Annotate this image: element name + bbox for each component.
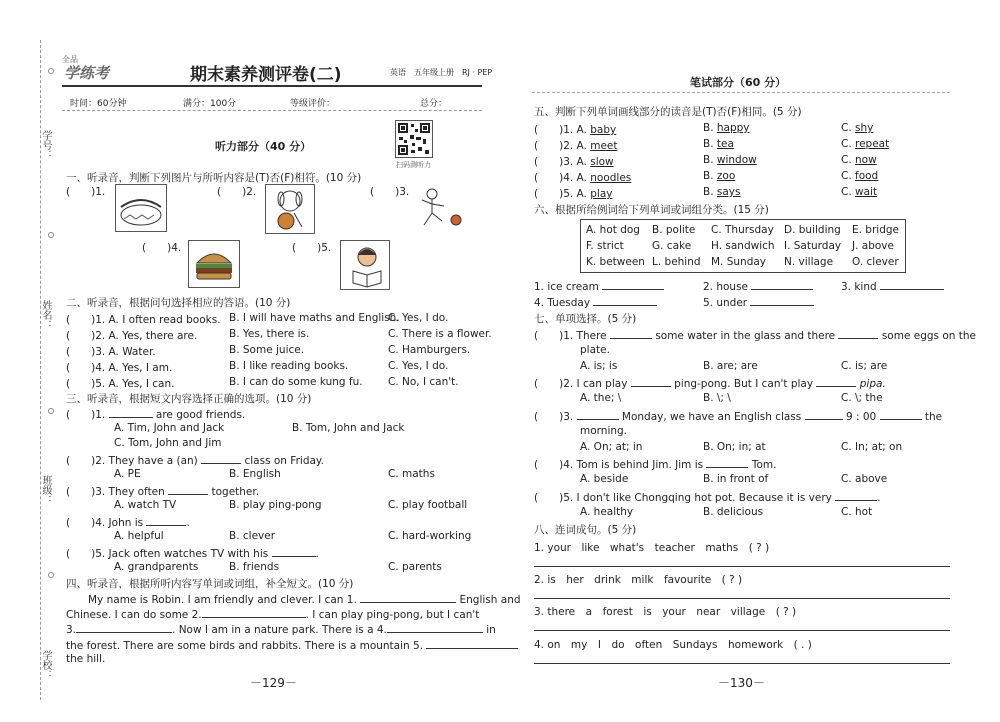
s7-q5-b: B. delicious [703,506,764,518]
s2-title: 二、听录音，根据问句选择相应的答语。(10 分) [66,297,291,309]
s5-q1: ( )1. A. baby [534,124,617,136]
s1-item-5: ( )5. [292,242,332,254]
answer-line-2[interactable] [534,598,950,599]
margin-class: 班级： [40,475,51,505]
s2-q3-c: C. Hamburgers. [388,344,471,356]
s7-q4-a: A. beside [580,473,629,485]
s5-q1-b: B. happy [703,122,750,134]
s5-q4-c: C. food [841,170,879,182]
word-e: E. bridge [852,224,899,236]
s5-q1-c: C. shy [841,122,874,134]
s4-line-1: My name is Robin. I am friendly and clever. I can 1. English and [88,594,521,606]
s7-q1-stem: ( )1. There some water in the glass and there some eggs on the [534,330,976,342]
word-a: A. hot dog [586,224,640,236]
s4-title: 四、听录音，根据所听内容写单词或词组，补全短文。(10 分) [66,578,354,590]
s3-q1-b: B. Tom, John and Jack [292,422,405,434]
word-f: F. strict [586,240,624,252]
answer-line-1[interactable] [534,566,950,567]
s7-q1-b: B. are; are [703,360,758,372]
s3-title: 三、听录音，根据短文内容选择正确的选项。(10 分) [66,393,312,405]
s2-q2-c: C. There is a flower. [388,328,492,340]
word-i: I. Saturday [784,240,842,252]
subject-label: 英语 五年级上册 RJ · PEP [390,68,493,77]
s7-q4-b: B. in front of [703,473,769,485]
s3-q5-b: B. friends [229,561,280,573]
s1-item-2: ( )2. [217,186,257,198]
s6-item-5: 5. under [703,295,814,309]
word-o: O. clever [852,256,899,268]
s1-item-4: ( )4. [142,242,182,254]
s3-q4-c: C. hard-working [388,530,472,542]
header-rule [62,85,482,87]
s5-q2-b: B. tea [703,138,734,150]
s7-q1-a: A. is; is [580,360,618,372]
s6-item-4: 4. Tuesday [534,295,657,309]
binding-hole [48,572,54,578]
s8-item-4: 4. on my I do often Sundays homework ( . ) [534,639,812,651]
s7-q5-c: C. hot [841,506,873,518]
s8-title: 八、连词成句。(5 分) [534,524,637,536]
s2-q4-a: ( )4. A. Yes, I am. [66,362,173,374]
s1-title: 一、听录音，判断下列图片与所听内容是(T)否(F)相符。(10 分) [66,172,362,184]
pond-bridge-picture [115,184,167,232]
page-number-left: －129－ [250,676,297,690]
s5-q5: ( )5. A. play [534,188,613,200]
s2-q2-b: B. Yes, there is. [229,328,310,340]
s3-q4-stem: ( )4. John is . [66,517,190,529]
s7-q3-b: B. On; in; at [703,441,766,453]
s7-q1-cont: plate. [580,344,610,356]
info-rule [62,110,482,111]
s2-q4-b: B. I like reading books. [229,360,349,372]
s5-title: 五、判断下列单词画线部分的读音是(T)否(F)相同。(5 分) [534,106,802,118]
s1-item-3: ( )3. [370,186,410,198]
s5-q5-c: C. wait [841,186,878,198]
binding-hole [48,232,54,238]
s2-q1-c: C. Yes, I do. [388,312,449,324]
s7-q2-b: B. \; \ [703,392,731,404]
s2-q5-a: ( )5. A. Yes, I can. [66,378,175,390]
s3-q2-stem: ( )2. They have a (an) class on Friday. [66,455,324,467]
word-g: G. cake [652,240,692,252]
s6-item-1: 1. ice cream [534,279,664,293]
s7-q2-stem: ( )2. I can play ping-pong. But I can't play pipa. [534,378,886,390]
time-info: 时间：60分钟 [70,99,127,109]
s5-q3-b: B. window [703,154,757,166]
s6-item-3: 3. kind [841,279,944,293]
s3-q3-stem: ( )3. They often together. [66,486,260,498]
girl-reading-picture [340,240,390,290]
written-title: 笔试部分（60 分） [690,76,787,89]
s3-q5-a: A. grandparents [114,561,199,573]
s5-q3: ( )3. A. slow [534,156,614,168]
s4-line-3: 3. . Now I am in a nature park. There is a 4. in [66,624,496,636]
s3-q1-stem: ( )1. are good friends. [66,409,246,421]
s1-item-1: ( )1. [66,186,106,198]
word-h: H. sandwich [711,240,775,252]
logo-small: 全品 [62,55,78,64]
s3-q2-c: C. maths [388,468,435,480]
binding-hole [48,408,54,414]
answer-line-4[interactable] [534,663,950,664]
answer-line-3[interactable] [534,630,950,631]
s7-title: 七、单项选择。(5 分) [534,313,637,325]
s6-item-2: 2. house [703,279,813,293]
s3-q1-a: A. Tim, John and Jack [114,422,225,434]
s3-q3-c: C. play football [388,499,468,511]
s3-q3-b: B. play ping-pong [229,499,322,511]
word-k: K. between [586,256,645,268]
logo: 学练考 [64,64,110,82]
right-header-rule [532,92,950,93]
binding-hole [48,68,54,74]
s2-q1-a: ( )1. A. I often read books. [66,314,221,326]
s8-item-2: 2. is her drink milk favourite ( ? ) [534,574,743,586]
word-b: B. polite [652,224,696,236]
s3-q4-a: A. helpful [114,530,164,542]
dog-ball-picture [265,184,315,234]
s2-q4-c: C. Yes, I do. [388,360,449,372]
listening-title: 听力部分（40 分） [215,140,312,153]
s8-item-1: 1. your like what's teacher maths ( ? ) [534,542,770,554]
page-number-right: －130－ [718,676,765,690]
s2-q3-a: ( )3. A. Water. [66,346,156,358]
s7-q2-a: A. the; \ [580,392,622,404]
s7-q4-c: C. above [841,473,888,485]
word-j: J. above [852,240,894,252]
word-m: M. Sunday [711,256,767,268]
s7-q1-c: C. is; are [841,360,888,372]
margin-school: 学校： [40,650,51,680]
s3-q2-b: B. English [229,468,281,480]
grade-info: 等级评价： [290,99,336,109]
kid-football-picture [412,184,464,230]
word-d: D. building [784,224,841,236]
s7-q4-stem: ( )4. Tom is behind Jim. Jim is Tom. [534,459,777,471]
s5-q2: ( )2. A. meet [534,140,618,152]
s2-q5-c: C. No, I can't. [388,376,459,388]
s5-q3-c: C. now [841,154,877,166]
margin-name: 姓名： [40,300,51,330]
s3-q5-c: C. parents [388,561,442,573]
s5-q2-c: C. repeat [841,138,890,150]
s2-q1-b: B. I will have maths and English. [229,312,400,324]
score-info: 满分：100分 [183,99,237,109]
s7-q5-a: A. healthy [580,506,634,518]
s7-q3-stem: ( )3. Monday, we have an English class 9 : 00 the [534,411,943,423]
word-l: L. behind [652,256,701,268]
s7-q3-cont: morning. [580,425,628,437]
s2-q3-b: B. Some juice. [229,344,305,356]
s7-q2-c: C. \; the [841,392,883,404]
s3-q4-b: B. clever [229,530,276,542]
qr-caption: 扫码测听力 [396,161,431,169]
s7-q5-stem: ( )5. I don't like Chongqing hot pot. Because it is very . [534,492,881,504]
s5-q4-b: B. zoo [703,170,736,182]
s4-line-5: the hill. [66,653,106,665]
word-c: C. Thursday [711,224,774,236]
s7-q3-c: C. In; at; on [841,441,903,453]
s5-q4: ( )4. A. noodles [534,172,632,184]
s3-q2-a: A. PE [114,468,141,480]
s6-title: 六、根据所给例词给下列单词或词组分类。(15 分) [534,204,769,216]
hamburger-picture [188,240,240,288]
word-n: N. village [784,256,834,268]
s3-q5-stem: ( )5. Jack often watches TV with his . [66,548,319,560]
s8-item-3: 3. there a forest is your near village ( ? ) [534,606,797,618]
margin-student-id: 学号： [40,130,51,160]
s7-q3-a: A. On; at; in [580,441,643,453]
qr-code-icon[interactable] [395,120,433,158]
s2-q5-b: B. I can do some kung fu. [229,376,363,388]
s4-line-2: Chinese. I can do some 2. . I can play ping-pong, but I can't [66,609,480,621]
s2-q2-a: ( )2. A. Yes, there are. [66,330,198,342]
s3-q1-c: C. Tom, John and Jim [114,437,222,449]
page-title: 期末素养测评卷(二) [190,65,342,85]
s5-q5-b: B. says [703,186,741,198]
s3-q3-a: A. watch TV [114,499,177,511]
s4-line-4: the forest. There are some birds and rabbits. There is a mountain 5. [66,638,518,652]
total-info: 总分： [420,99,448,109]
